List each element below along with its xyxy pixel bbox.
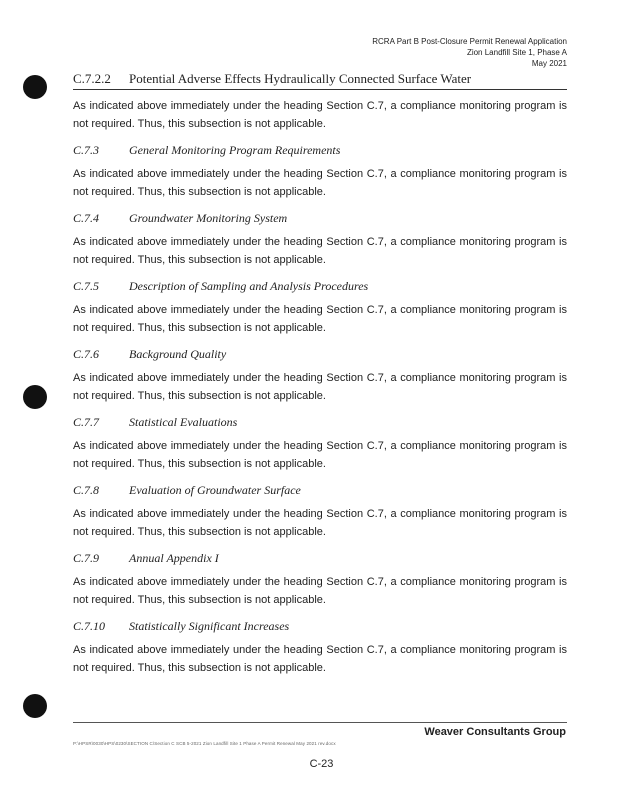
section-heading: [73, 211, 567, 226]
section-number: C.7.8: [73, 483, 100, 497]
section-paragraph: As indicated above immediately under the heading Section C.7, a compliance monitoring program is not required. Thus, this subsection is not applicable.: [73, 644, 567, 674]
section-paragraph: As indicated above immediately under the heading Section C.7, a compliance monitoring program is not required. Thus, this subsection is not applicable.: [73, 508, 567, 538]
section-paragraph: As indicated above immediately under the heading Section C.7, a compliance monitoring program is not required. Thus, this subsection is not applicable.: [73, 576, 567, 606]
section-paragraph: As indicated above immediately under the heading Section C.7, a compliance monitoring program is not required. Thus, this subsection is not applicable.: [73, 304, 567, 334]
section-paragraph: As indicated above immediately under the heading Section C.7, a compliance monitoring program is not required. Thus, this subsection is not applicable.: [73, 236, 567, 266]
section-number: C.7.6: [73, 347, 100, 361]
binder-hole: [23, 694, 47, 718]
document-body: [73, 71, 567, 687]
binder-hole: [23, 75, 47, 99]
section-paragraph: As indicated above immediately under the heading Section C.7, a compliance monitoring program is not required. Thus, this subsection is not applicable.: [73, 100, 567, 130]
section-heading: [73, 415, 567, 430]
section-title: Groundwater Monitoring System: [129, 211, 288, 225]
company-name: Weaver Consultants Group: [424, 726, 566, 738]
section-paragraph: As indicated above immediately under the heading Section C.7, a compliance monitoring program is not required. Thus, this subsection is not applicable.: [73, 168, 567, 198]
section-title: Potential Adverse Effects Hydraulically Connected Surface Water: [129, 71, 472, 86]
section-title: Annual Appendix I: [129, 551, 219, 565]
section-heading: [73, 551, 567, 566]
section-title: Description of Sampling and Analysis Procedures: [129, 279, 369, 293]
header-line-2: Zion Landfill Site 1, Phase A: [466, 48, 567, 57]
section-paragraph: As indicated above immediately under the heading Section C.7, a compliance monitoring program is not required. Thus, this subsection is not applicable.: [73, 372, 567, 402]
header-line-3: May 2021: [531, 59, 567, 68]
section-number: C.7.3: [73, 143, 100, 157]
section-title: Background Quality: [129, 347, 227, 361]
section-number: C.7.5: [73, 279, 100, 293]
section-paragraph: As indicated above immediately under the heading Section C.7, a compliance monitoring program is not required. Thus, this subsection is not applicable.: [73, 440, 567, 470]
document-header: [372, 36, 567, 69]
section-heading: [73, 71, 567, 90]
section-heading: [73, 483, 567, 498]
section-title: Statistically Significant Increases: [129, 619, 290, 633]
binder-hole: [23, 385, 47, 409]
section-number: C.7.2.2: [73, 71, 111, 86]
section-heading: [73, 279, 567, 294]
section-heading: [73, 143, 567, 158]
section-number: C.7.4: [73, 211, 100, 225]
header-line-1: RCRA Part B Post-Closure Permit Renewal Application: [372, 37, 567, 46]
section-number: C.7.9: [73, 551, 100, 565]
section-title: Evaluation of Groundwater Surface: [129, 483, 301, 497]
footer-divider: [73, 722, 567, 723]
file-path: P:\HPSR\0030\HPS\0230\SECTION C\Section C SCB 5-2021 Zion Landfill Site 1 Phase A Permit Renewal May 2021 rev.docx: [73, 741, 336, 746]
section-heading: [73, 619, 567, 634]
section-title: Statistical Evaluations: [129, 415, 238, 429]
page-number: C-23: [309, 758, 334, 770]
section-number: C.7.7: [73, 415, 100, 429]
section-title: General Monitoring Program Requirements: [129, 143, 341, 157]
section-number: C.7.10: [73, 619, 106, 633]
section-heading: [73, 347, 567, 362]
